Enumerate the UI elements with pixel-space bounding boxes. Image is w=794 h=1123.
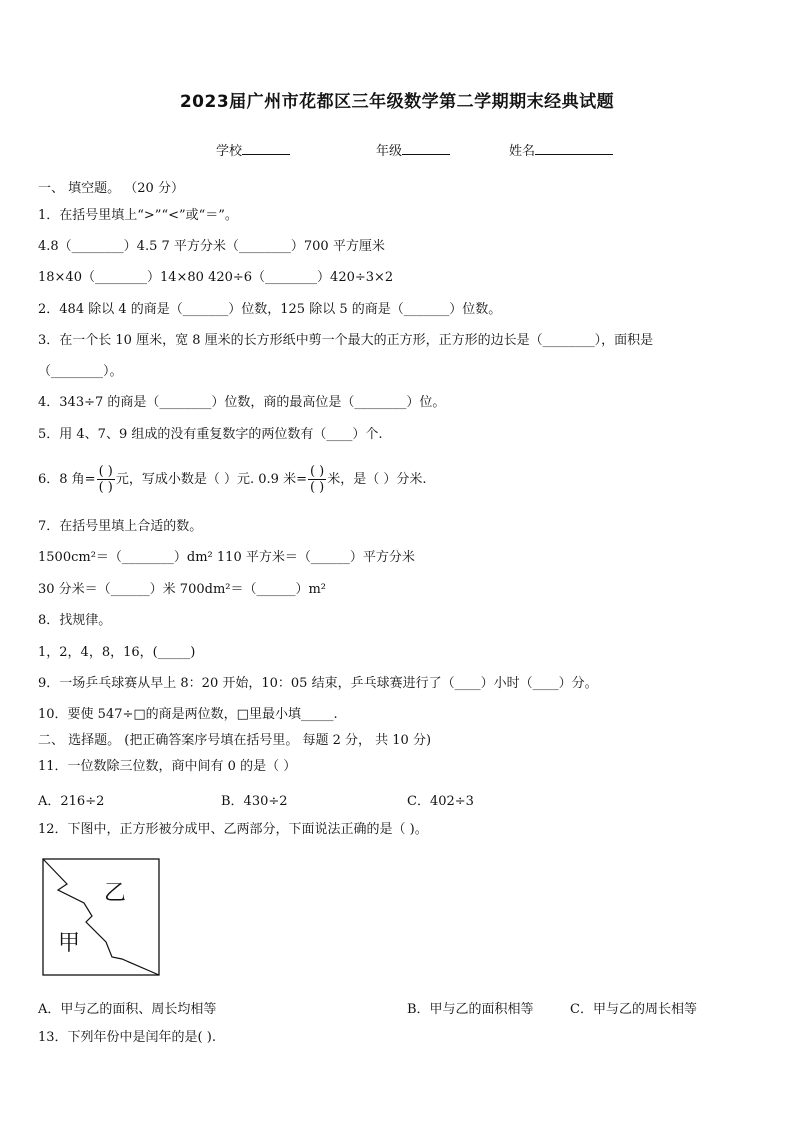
fraction-yuan[interactable] (97, 464, 115, 495)
name-blank[interactable] (535, 142, 613, 155)
question-9: 9．一场乒乓球赛从早上 8：20 开始，10：05 结束，乒乓球赛进行了（____）小时（____）分。 (38, 676, 598, 691)
question-6-text-c: 米，是（ ）分米. (327, 472, 427, 487)
question-4: 4．343÷7 的商是（________）位数，商的最高位是（________）位。 (38, 395, 446, 410)
question-3-line-1: 3．在一个长 10 厘米，宽 8 厘米的长方形纸中剪一个最大的正方形，正方形的边长是（________），面积是 (38, 333, 654, 348)
question-11-option-c[interactable]: C．402÷3 (407, 794, 474, 809)
question-6-text-a: 6．8 角= (38, 472, 96, 487)
fraction-denominator: ( ) (309, 480, 325, 495)
question-6-text-b: 元，写成小数是（ ）元. 0.9 米= (115, 472, 307, 487)
fraction-mi[interactable] (308, 464, 326, 495)
question-1-row-a: 4.8（________）4.5 7 平方分米（________）700 平方厘米 (38, 239, 385, 254)
question-3-line-2: （________）。 (38, 364, 123, 379)
page-title: 2023届广州市花都区三年级数学第二学期期末经典试题 (179, 92, 615, 112)
question-5: 5．用 4、7、9 组成的没有重复数字的两位数有（____）个. (38, 427, 383, 442)
question-11: 11．一位数除三位数，商中间有 0 的是（ ） (38, 759, 297, 774)
grade-label: 年级 (376, 144, 403, 159)
fraction-denominator: ( ) (98, 480, 113, 495)
question-12: 12．下图中，正方形被分成甲、乙两部分，下面说法正确的是（ )。 (38, 822, 428, 837)
fraction-numerator: ( ) (309, 464, 325, 479)
question-12-option-a[interactable]: A．甲与乙的面积、周长均相等 (38, 1002, 217, 1017)
question-7: 7．在括号里填上合适的数。 (38, 519, 203, 534)
question-1: 1．在括号里填上“>”“<”或“＝”。 (38, 208, 238, 223)
name-field[interactable] (509, 140, 613, 159)
question-8-sequence: 1，2，4，8，16，(_____) (38, 645, 196, 660)
zigzag-divider (43, 859, 159, 975)
school-blank[interactable] (242, 142, 290, 155)
question-2: 2．484 除以 4 的商是（_______）位数，125 除以 5 的商是（_______）位数。 (38, 302, 502, 317)
question-11-option-b[interactable]: B．430÷2 (221, 794, 288, 809)
fraction-numerator: ( ) (98, 464, 113, 479)
name-label: 姓名 (509, 144, 536, 159)
question-7-row-a: 1500cm²＝（________）dm² 110 平方米＝（______）平方分米 (38, 550, 415, 565)
section-2-heading: 二、 选择题。 (把正确答案序号填在括号里。 每题 2 分， 共 10 分) (38, 733, 432, 748)
question-7-row-b: 30 分米＝（______）米 700dm²＝（______）m² (38, 582, 327, 597)
school-label: 学校 (216, 144, 243, 159)
question-6 (38, 460, 427, 500)
label-yi: 乙 (104, 881, 127, 906)
question-8: 8．找规律。 (38, 613, 112, 628)
question-12-option-c[interactable]: C．甲与乙的周长相等 (570, 1002, 697, 1017)
square-division-figure (42, 858, 162, 980)
grade-field[interactable] (376, 140, 450, 159)
question-1-row-b: 18×40（________）14×80 420÷6（________）420÷3×2 (38, 270, 394, 285)
section-1-heading: 一、 填空题。 （20 分） (38, 181, 184, 196)
question-13: 13．下列年份中是闰年的是( ). (38, 1030, 216, 1045)
label-jia: 甲 (58, 931, 81, 956)
question-12-option-b[interactable]: B．甲与乙的面积相等 (407, 1002, 534, 1017)
grade-blank[interactable] (402, 142, 450, 155)
question-11-option-a[interactable]: A．216÷2 (38, 794, 105, 809)
question-10: 10．要使 547÷□的商是两位数，□里最小填_____. (38, 707, 338, 722)
school-field[interactable] (216, 140, 290, 159)
